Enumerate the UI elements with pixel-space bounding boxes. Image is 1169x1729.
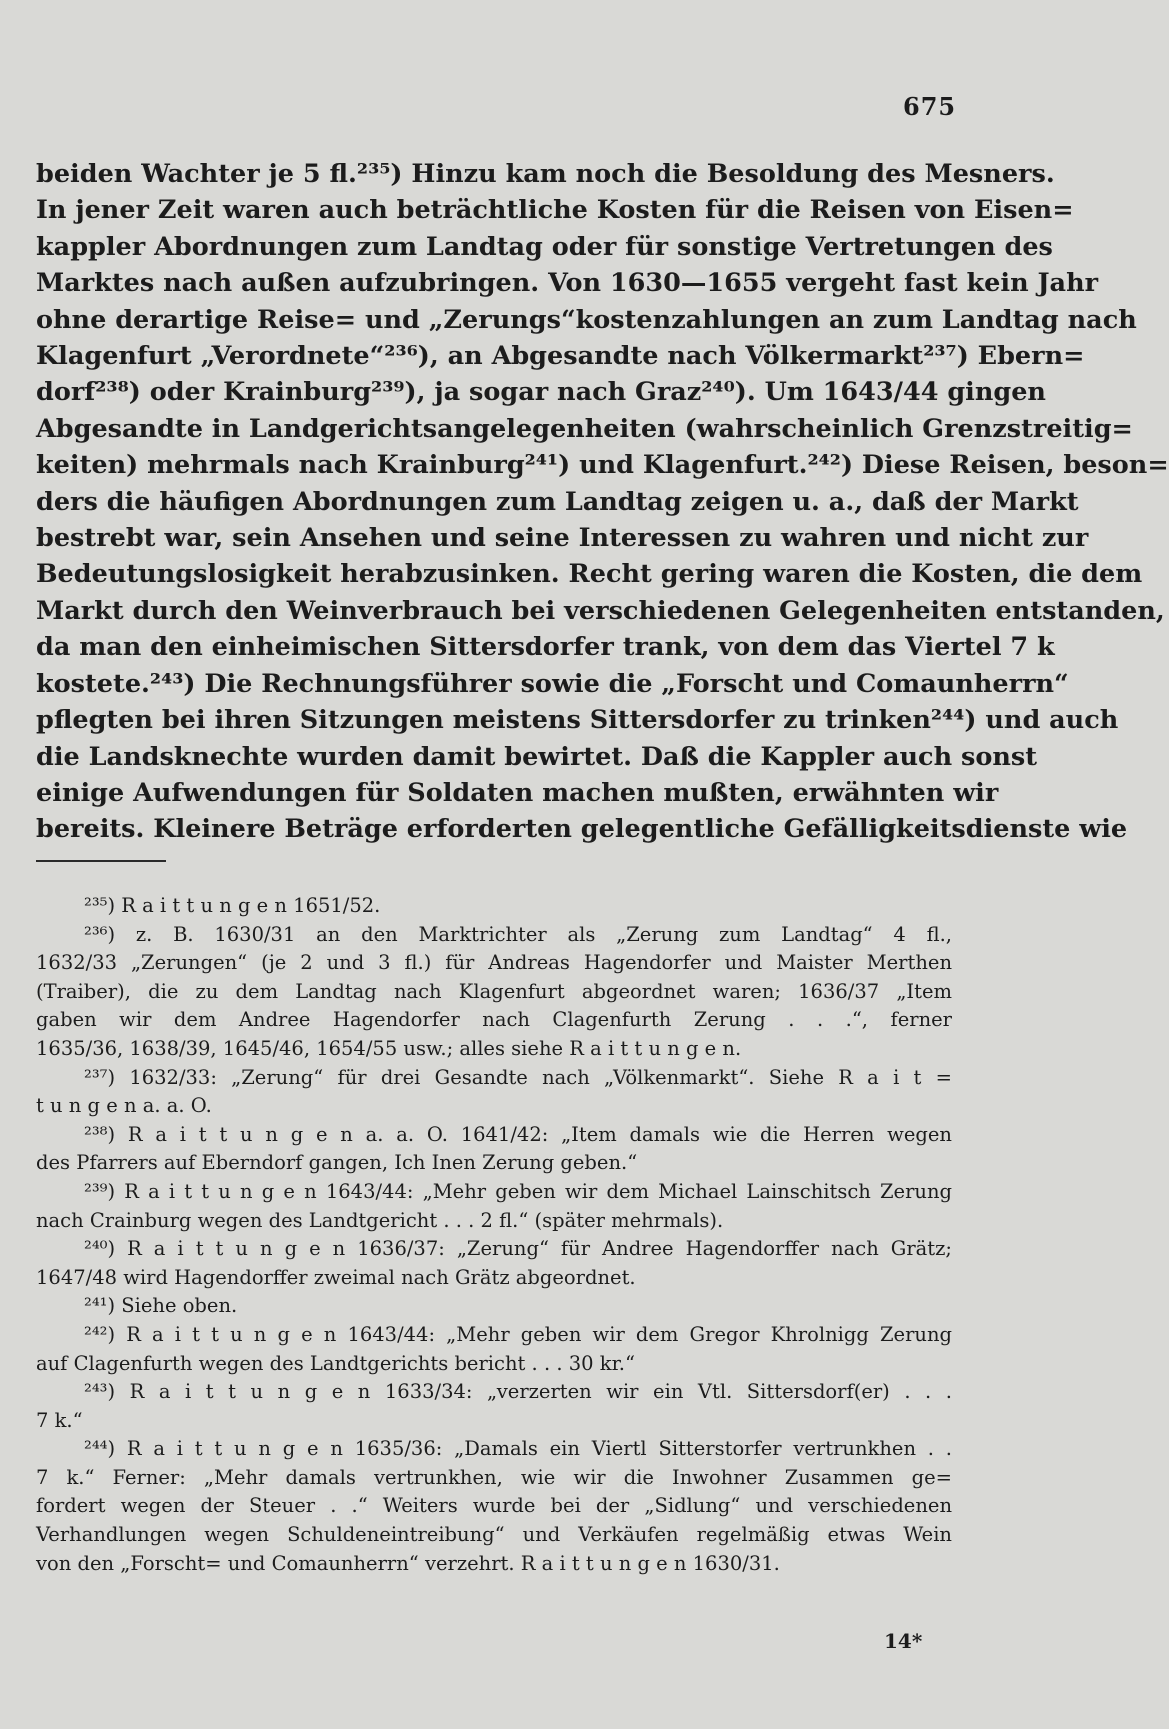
footnote-line: (Traiber), die zu dem Landtag nach Klagenfurt abgeordnet waren; 1636/37 „Item: [36, 979, 952, 1003]
footnote-line: ²⁴⁰) R a i t t u n g e n 1636/37: „Zerung“ für Andree Hagendorffer nach Grätz;: [84, 1237, 952, 1261]
body-line: kappler Abordnungen zum Landtag oder für sonstige Vertretungen des: [36, 231, 1053, 262]
body-text: [36, 156, 1169, 848]
footnote-line: t u n g e n a. a. O.: [36, 1094, 212, 1118]
page-number: 675: [903, 92, 957, 121]
footnote-line: ²³⁶) z. B. 1630/31 an den Marktrichter als „Zerung zum Landtag“ 4 fl.,: [84, 922, 952, 946]
body-line: keiten) mehrmals nach Krainburg²⁴¹) und Klagenfurt.²⁴²) Diese Reisen, beson=: [36, 450, 1169, 481]
footnote-line: nach Crainburg wegen des Landtgericht . . . 2 fl.“ (später mehrmals).: [36, 1208, 724, 1232]
footnote-line: ²³⁸) R a i t t u n g e n a. a. O. 1641/42: „Item damals wie die Herren wegen: [84, 1122, 952, 1146]
footnote-line: ²⁴¹) Siehe oben.: [84, 1294, 238, 1318]
body-line: bereits. Kleinere Beträge erforderten gelegentliche Gefälligkeitsdienste wie: [36, 814, 1128, 845]
footnote-line: von den „Forscht= und Comaunherrn“ verzehrt. R a i t t u n g e n 1630/31.: [36, 1551, 780, 1575]
body-line: dorf²³⁸) oder Krainburg²³⁹), ja sogar nach Graz²⁴⁰). Um 1643/44 gingen: [36, 377, 1046, 408]
body-line: einige Aufwendungen für Soldaten machen mußten, erwähnten wir: [36, 777, 999, 808]
body-line: bestrebt war, sein Ansehen und seine Interessen zu wahren und nicht zur: [36, 523, 1089, 554]
body-line: Abgesandte in Landgerichtsangelegenheiten (wahrscheinlich Grenzstreitig=: [36, 413, 1133, 444]
footnote-line: auf Clagenfurth wegen des Landtgerichts bericht . . . 30 kr.“: [36, 1351, 635, 1375]
body-line: kostete.²⁴³) Die Rechnungsführer sowie die „Forscht und Comaunherrn“: [36, 668, 1069, 699]
body-line: ohne derartige Reise= und „Zerungs“kostenzahlungen an zum Landtag nach: [36, 304, 1137, 335]
footnote-line: Verhandlungen wegen Schuldeneintreibung“ und Verkäufen regelmäßig etwas Wein: [36, 1523, 952, 1547]
footnote-line: 1632/33 „Zerungen“ (je 2 und 3 fl.) für Andreas Hagendorfer und Maister Merthen: [36, 951, 952, 975]
footnote-line: gaben wir dem Andree Hagendorfer nach Clagenfurth Zerung . . .“, ferner: [36, 1008, 952, 1032]
body-line: Markt durch den Weinverbrauch bei verschiedenen Gelegenheiten entstanden,: [36, 595, 1165, 626]
footnote-line: ²⁴³) R a i t t u n g e n 1633/34: „verzerten wir ein Vtl. Sittersdorf(er) . . .: [84, 1380, 952, 1404]
body-line: In jener Zeit waren auch beträchtliche Kosten für die Reisen von Eisen=: [36, 195, 1074, 226]
footnote-line: ²³⁹) R a i t t u n g e n 1643/44: „Mehr geben wir dem Michael Lainschitsch Zerung: [84, 1179, 952, 1203]
footnote-line: 1647/48 wird Hagendorffer zweimal nach Grätz abgeordnet.: [36, 1265, 636, 1289]
body-line: Marktes nach außen aufzubringen. Von 1630—1655 vergeht fast kein Jahr: [36, 268, 1099, 299]
footnote-line: 1635/36, 1638/39, 1645/46, 1654/55 usw.; alles siehe R a i t t u n g e n.: [36, 1036, 742, 1060]
footnote-line: ²³⁵) R a i t t u n g e n 1651/52.: [84, 894, 381, 917]
footnote-line: ²³⁷) 1632/33: „Zerung“ für drei Gesandte nach „Völkenmarkt“. Siehe R a i t =: [84, 1065, 952, 1089]
footnote-line: fordert wegen der Steuer . .“ Weiters wurde bei der „Sidlung“ und verschiedenen: [36, 1494, 952, 1518]
footnote-line: des Pfarrers auf Eberndorf gangen, Ich Inen Zerung geben.“: [36, 1151, 638, 1175]
body-line: Klagenfurt „Verordnete“²³⁶), an Abgesandte nach Völkermarkt²³⁷) Ebern=: [36, 341, 1085, 372]
footnote-line: ²⁴⁴) R a i t t u n g e n 1635/36: „Damals ein Viertl Sitterstorfer vertrunkhen . .: [84, 1437, 952, 1461]
footnote-line: 7 k.“: [36, 1408, 83, 1432]
footnotes: [36, 892, 952, 1578]
body-line: da man den einheimischen Sittersdorfer trank, von dem das Viertel 7 k: [36, 632, 1055, 663]
body-line: pflegten bei ihren Sitzungen meistens Sittersdorfer zu trinken²⁴⁴) und auch: [36, 705, 1119, 736]
footnote-line: ²⁴²) R a i t t u n g e n 1643/44: „Mehr geben wir dem Gregor Khrolnigg Zerung: [84, 1322, 952, 1346]
footnote-line: 7 k.“ Ferner: „Mehr damals vertrunkhen, wie wir die Inwohner Zusammen ge=: [36, 1465, 952, 1489]
body-line: Bedeutungslosigkeit herabzusinken. Recht gering waren die Kosten, die dem: [36, 559, 1143, 590]
body-line: ders die häufigen Abordnungen zum Landtag zeigen u. a., daß der Markt: [36, 486, 1079, 517]
body-line: beiden Wachter je 5 fl.²³⁵) Hinzu kam noch die Besoldung des Mesners.: [36, 159, 1055, 189]
signature-mark: 14*: [884, 1629, 923, 1653]
footnote-divider: [36, 860, 166, 862]
body-line: die Landsknechte wurden damit bewirtet. Daß die Kappler auch sonst: [36, 741, 1038, 772]
